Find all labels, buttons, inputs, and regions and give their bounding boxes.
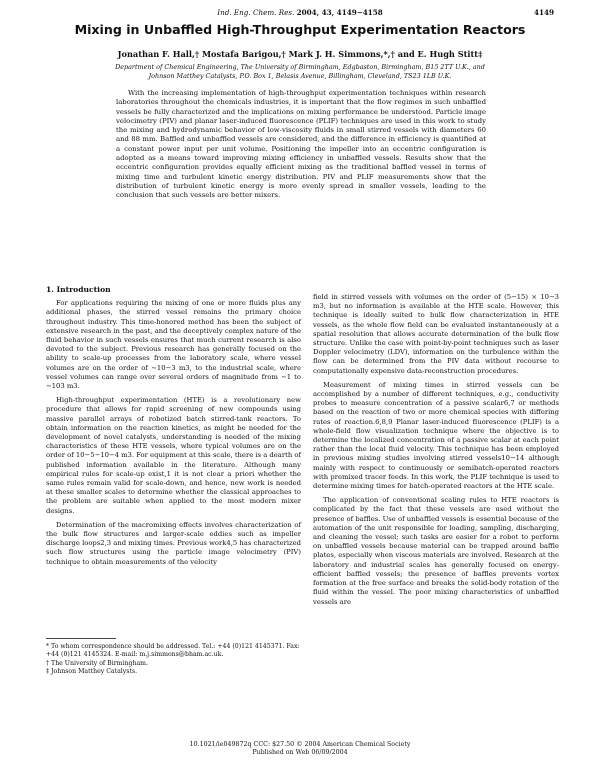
paragraph: For applications requiring the mixing of one or more fluids plus any additional phases, the stirred vessel remains the primary choice throughout industry. This time-honored method has been the subject of extensive research in the past, and the deceptively complex nature of the fluid behavior in such vessels ensures that much current research is also devoted to the subject. Previous research has generally focused on the ability to scale-up processes from the laboratory scale, where vessel volumes are on the order of ∼10−3 m3, to the industrial scale, where vessel volumes can range over several orders of magnitude from ∼1 to ∼103 m3. xyxy=(46,299,301,391)
publication-date: Published on Web 06/09/2004 xyxy=(252,749,348,757)
footnote-dagger: † The University of Birmingham. xyxy=(46,659,148,667)
running-header xyxy=(0,8,600,20)
article-title: Mixing in Unbaffled High-Throughput Experimentation Reactors xyxy=(74,22,526,37)
citation: 2004, 43, 4149−4158 xyxy=(296,8,383,17)
paragraph: Determination of the macromixing effects involves characterization of the bulk flow structures and larger-scale eddies such as impeller discharge loops2,3 and mixing times. Previous work4,5 has characterized such flow structures using the particle image velocimetry (PIV) technique to obtain measurements of the velocity xyxy=(46,520,301,566)
footnote-corresponding: * To whom correspondence should be addressed. Tel.: +44 (0)121 4145371. Fax: +44 (0)121 4145324. E-mail: m.j.simmons@bham.ac.uk. xyxy=(46,643,300,659)
author-list: Jonathan F. Hall,† Mostafa Barigou,† Mark J. H. Simmons,*,† and E. Hugh Stitt‡ xyxy=(117,49,483,59)
paragraph: The application of conventional scaling rules to HTE reactors is complicated by the fact that these vessels are used without the presence of baffles. Use of unbaffled vessels is essential because of the automation of the unit responsible for loading, sampling, discharging, and cleaning the vessel; such tasks are easier for a robot to perform on unbaffled vessels because material can be trapped around baffle plates, especially when viscous materials are involved. Research at the laboratory and industrial scales has generally focused on energy-efficient baffled vessels; the presence of baffles prevents vortex formation at the free surface and breaks the solid-body rotation of the fluid within the vessel. The poor mixing characteristics of unbaffled vessels are xyxy=(313,496,559,606)
left-column xyxy=(46,285,301,572)
abstract: With the increasing implementation of high-throughput experimentation techniques within research laboratories throughout the chemicals industries, it is important that the flow regimes in such unbaffled vessels be fully characterized and the implications on mixing performance be understood. Particle image velocimetry (PIV) and planar laser-induced fluorescence (PLIF) techniques are used in this work to study the mixing and hydrodynamic behavior of low-viscosity fluids in small stirred vessels with diameters 60 and 88 mm. Baffled and unbaffled vessels are considered, and the difference in efficiency is quantified at a constant power input per unit volume. Positioning the impeller into an eccentric configuration is adopted as a means toward improving mixing efficiency in unbaffled vessels. Results show that the eccentric configuration provides equally efficient mixing as the traditional baffled vessel in terms of mixing time and turbulent kinetic energy distribution. PIV and PLIF measurements show that the distribution of turbulent kinetic energy is more evenly spread in smaller vessels, leading to the conclusion that such vessels are better mixers. xyxy=(116,89,486,200)
footnote-divider xyxy=(46,638,116,639)
footnote-ddagger: ‡ Johnson Matthey Catalysts. xyxy=(46,668,138,676)
right-column xyxy=(313,293,559,612)
page-number: 4149 xyxy=(533,8,554,17)
footnotes xyxy=(46,643,301,677)
paragraph: Measurement of mixing times in stirred vessels can be accomplished by a number of different techniques, e.g., conductivity probes to measure concentration of a passive scalar6,7 or methods based on the reaction of two or more chemical species with differing rates of reaction.6,8,9 Planar laser-induced fluorescence (PLIF) is a whole-field flow visualization technique where the objective is to determine the localized concentration of a passive scalar at each point rather than the local fluid velocity. This technique has been employed in previous mixing studies involving stirred vessels10−14 although mainly with respect to continuously or semibatch-operated reactors with premixed tracer feeds. In this work, the PLIF technique is used to determine mixing times for batch-operated reactors at the HTE scale. xyxy=(313,380,559,491)
journal-name: Ind. Eng. Chem. Res. xyxy=(217,8,295,17)
running-header-citation xyxy=(0,8,600,17)
page-footer xyxy=(0,741,600,758)
paragraph: field in stirred vessels with volumes on the order of (5−15) × 10−3 m3, but no information is available at the HTE scale. However, this technique is ideally suited to bulk flow characterization in HTE vessels, as the whole flow field can be evaluated instantaneously at a spatial resolution that allows accurate determination of the bulk flow structure. Unlike the case with point-by-point techniques such as laser Doppler velocimetry (LDV), information on the turbulence within the flow can be determined from the PIV data without recourse to computationally expensive data-reconstruction procedures. xyxy=(313,293,559,375)
paragraph: High-throughput experimentation (HTE) is a revolutionary new procedure that allows for rapid screening of new compounds using massive parallel arrays of robotized batch stirred-tank reactors. To obtain information on the reaction kinetics, as might be needed for the development of novel catalysts, understanding is needed of the mixing characteristics of these HTE vessels, where typical volumes are on the order of 10−5−10−4 m3. For equipment at this scale, there is a dearth of published information available in the literature. Although many empirical rules for scale-up exist,1 it is not clear a priori whether the same rules remain valid for scale-down, and hence, new work is needed at these smaller scales to determine whether the classical approaches to the problem are suitable when applied to the most modern mixer designs. xyxy=(46,396,301,515)
doi-line: 10.1021/ie049872q CCC: $27.50 © 2004 American Chemical Society xyxy=(189,741,411,748)
section-heading: 1. Introduction xyxy=(46,285,111,294)
affiliations: Department of Chemical Engineering, The University of Birmingham, Edgbaston, Birmingham, B15 2TT U.K., and Johnson Matthey Catalysts, P.O. Box 1, Belasis Avenue, Billingham, Cleveland, TS23 1LB U.K. xyxy=(115,63,485,80)
